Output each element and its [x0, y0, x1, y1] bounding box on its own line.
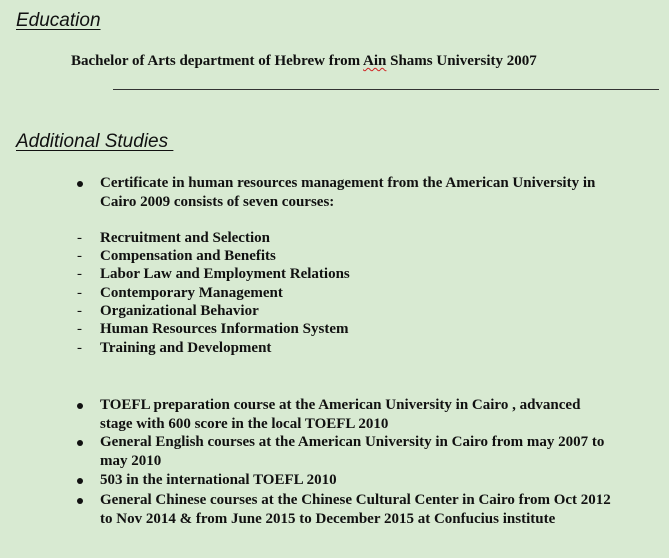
bullet-line-1: General Chinese courses at the Chinese Cultural Center in Cairo from Oct 2012	[100, 492, 611, 508]
bullet-dot-icon	[77, 396, 93, 415]
bullet-line-1: General English courses at the American University in Cairo from may 2007 to	[100, 434, 605, 450]
bullet-dot-icon	[77, 471, 93, 490]
bullet-dot-icon	[77, 491, 93, 510]
degree-line	[71, 53, 537, 70]
bullet-dot-icon	[77, 433, 93, 452]
dash-marker: -	[77, 266, 82, 282]
dash-marker: -	[77, 321, 82, 337]
education-heading: Education	[16, 10, 101, 31]
additional-studies-heading: Additional Studies	[16, 131, 174, 152]
course-label: Labor Law and Employment Relations	[100, 266, 350, 282]
degree-text-prefix: Bachelor of Arts department of Hebrew from	[71, 53, 364, 69]
course-label: Training and Development	[100, 340, 272, 356]
bullet-line-2: to Nov 2014 & from June 2015 to December 2015 at Confucius institute	[100, 510, 556, 527]
bullet-line-2: may 2010	[100, 452, 162, 469]
bullet-line-2: stage with 600 score in the local TOEFL 2010	[100, 415, 389, 432]
course-label: Human Resources Information System	[100, 321, 349, 337]
dash-marker: -	[77, 230, 82, 246]
course-label: Recruitment and Selection	[100, 230, 270, 246]
certificate-line-1: Certificate in human resources management from the American University in	[100, 175, 596, 191]
course-label: Organizational Behavior	[100, 303, 259, 319]
certificate-line-2: Cairo 2009 consists of seven courses:	[100, 193, 335, 210]
bullet-dot-icon	[77, 174, 93, 193]
dash-marker: -	[77, 248, 82, 264]
spellcheck-flagged-word[interactable]: Ain	[363, 53, 387, 69]
degree-text-suffix: Shams University 2007	[386, 53, 537, 69]
course-label: Compensation and Benefits	[100, 248, 276, 264]
bullet-line-1: 503 in the international TOEFL 2010	[100, 472, 337, 488]
dash-marker: -	[77, 340, 82, 356]
dash-marker: -	[77, 285, 82, 301]
horizontal-divider	[113, 89, 659, 90]
bullet-line-1: TOEFL preparation course at the American University in Cairo , advanced	[100, 397, 581, 413]
dash-marker: -	[77, 303, 82, 319]
course-label: Contemporary Management	[100, 285, 283, 301]
